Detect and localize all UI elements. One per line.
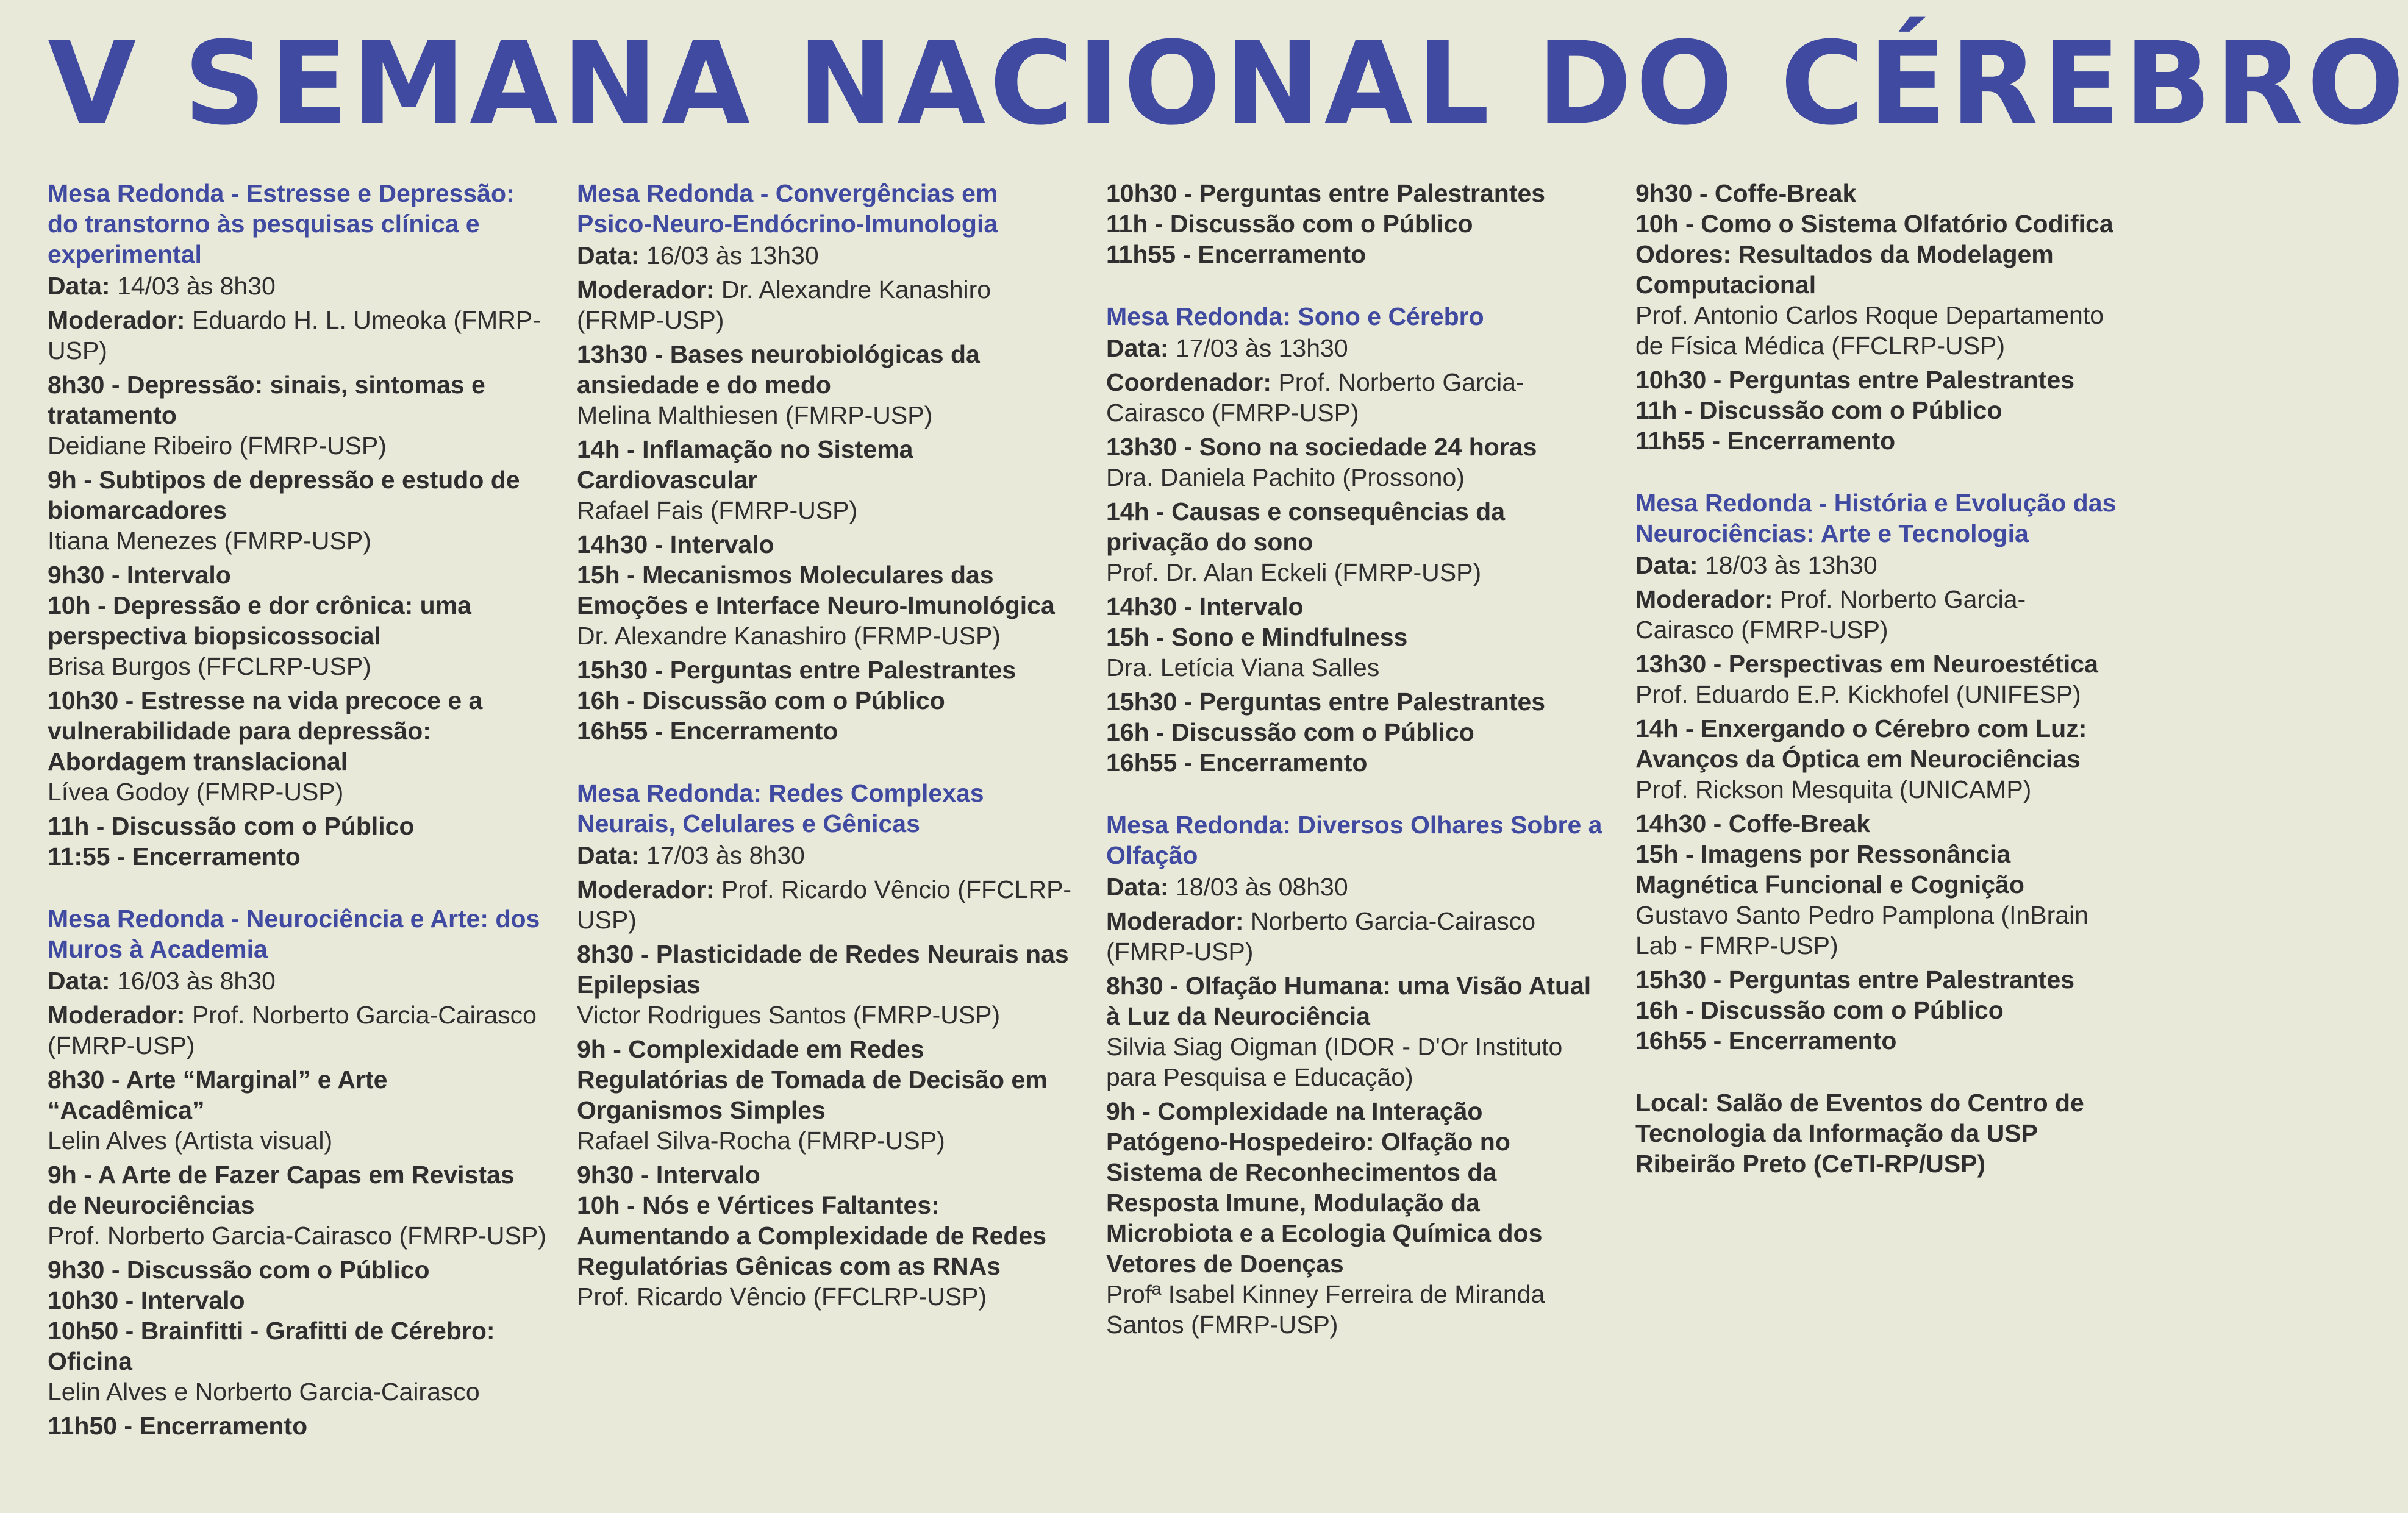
schedule-item: 16h - Discussão com o Público xyxy=(1635,996,2004,1024)
session-info-line xyxy=(577,840,1077,870)
schedule-item: 9h30 - Intervalo xyxy=(577,1161,760,1189)
session-info-line xyxy=(1106,333,1606,363)
session-title: Mesa Redonda - História e Evolução das Neurociências: Arte e Tecnologia xyxy=(1635,489,2117,547)
info-label: Moderador: xyxy=(577,875,715,903)
schedule-item: 10h30 - Perguntas entre Palestrantes xyxy=(1106,179,1546,207)
schedule-item: 9h30 - Coffe-Break xyxy=(1635,179,1857,207)
info-value: Prof. Norberto Garcia-Cairasco (FMRP-USP) xyxy=(1635,585,2026,644)
schedule-item: 10h30 - Estresse na vida precoce e a vulnerabilidade para depressão: Abordagem translacional xyxy=(48,686,483,775)
schedule-item: 11h - Discussão com o Público xyxy=(48,812,415,840)
speaker-name: Dr. Alexandre Kanashiro (FRMP-USP) xyxy=(577,622,1001,650)
info-value: Eduardo H. L. Umeoka (FMRP-USP) xyxy=(48,306,541,365)
schedule-item: 8h30 - Depressão: sinais, sintomas e tratamento xyxy=(48,371,485,429)
info-label: Coordenador: xyxy=(1106,368,1272,396)
speaker-name: Brisa Burgos (FFCLRP-USP) xyxy=(48,652,371,680)
schedule-item: 16h - Discussão com o Público xyxy=(577,686,945,714)
speaker-name: Rafael Fais (FMRP-USP) xyxy=(577,496,858,524)
schedule-item: 15h30 - Perguntas entre Palestrantes xyxy=(1106,688,1546,716)
info-label: Data: xyxy=(577,841,640,869)
speaker-name: Profª Isabel Kinney Ferreira de Miranda Santos (FMRP-USP) xyxy=(1106,1280,1545,1339)
speaker-name: Itiana Menezes (FMRP-USP) xyxy=(48,527,371,555)
schedule-item: 15h30 - Perguntas entre Palestrantes xyxy=(577,656,1016,684)
info-value: Dr. Alexandre Kanashiro (FRMP-USP) xyxy=(577,276,991,334)
session-info-line xyxy=(1106,367,1606,428)
session-info-line xyxy=(48,966,548,996)
speaker-name: Melina Malthiesen (FMRP-USP) xyxy=(577,401,933,429)
speaker-name: Lelin Alves (Artista visual) xyxy=(48,1127,333,1155)
schedule-item: 13h30 - Sono na sociedade 24 horas xyxy=(1106,433,1537,461)
schedule-item: 11h50 - Encerramento xyxy=(48,1412,308,1440)
schedule-item: 15h - Sono e Mindfulness xyxy=(1106,623,1408,651)
speaker-name: Prof. Eduardo E.P. Kickhofel (UNIFESP) xyxy=(1635,680,2081,708)
schedule-item: 14h30 - Coffe-Break xyxy=(1635,810,1871,838)
session-block xyxy=(1635,488,2123,1056)
column-1 xyxy=(48,178,548,1441)
schedule-item: 14h - Causas e consequências da privação do sono xyxy=(1106,497,1505,556)
session-block xyxy=(577,178,1077,746)
session-title: Mesa Redonda: Sono e Cérebro xyxy=(1106,302,1484,330)
speaker-name: Victor Rodrigues Santos (FMRP-USP) xyxy=(577,1001,1001,1029)
info-label: Data: xyxy=(577,241,640,269)
schedule-item: 16h55 - Encerramento xyxy=(1635,1027,1897,1055)
session-info-line xyxy=(1635,584,2123,645)
schedule-item: 10h30 - Intervalo xyxy=(48,1286,245,1314)
session-info-line xyxy=(48,1000,548,1061)
session-info-line xyxy=(48,305,548,366)
session-info-line xyxy=(577,240,1077,271)
session-title: Mesa Redonda: Redes Complexas Neurais, Celulares e Gênicas xyxy=(577,779,984,838)
info-value: 16/03 às 8h30 xyxy=(116,967,276,995)
info-value: 14/03 às 8h30 xyxy=(116,272,276,300)
schedule-item: 8h30 - Plasticidade de Redes Neurais nas Epilepsias xyxy=(577,940,1069,999)
speaker-name: Prof. Antonio Carlos Roque Departamento de Física Médica (FFCLRP-USP) xyxy=(1635,301,2104,360)
schedule-item: 8h30 - Arte “Marginal” e Arte “Acadêmica” xyxy=(48,1066,388,1124)
info-label: Moderador: xyxy=(1106,907,1244,935)
schedule-item: 11h55 - Encerramento xyxy=(1635,427,1896,455)
speaker-name: Gustavo Santo Pedro Pamplona (InBrain Lab - FMRP-USP) xyxy=(1635,901,2088,959)
info-value: Norberto Garcia-Cairasco (FMRP-USP) xyxy=(1106,907,1536,966)
session-info-line xyxy=(577,274,1077,335)
schedule-item: 10h30 - Perguntas entre Palestrantes xyxy=(1635,366,2075,394)
column-4 xyxy=(1635,178,2123,1179)
info-value: Prof. Norberto Garcia-Cairasco (FMRP-USP) xyxy=(1106,368,1524,427)
session-block xyxy=(577,778,1077,1312)
schedule-item: 13h30 - Perspectivas em Neuroestética xyxy=(1635,650,2098,678)
schedule-item: 14h30 - Intervalo xyxy=(577,530,774,558)
speaker-name: Dra. Daniela Pachito (Prossono) xyxy=(1106,463,1465,491)
speaker-name: Prof. Norberto Garcia-Cairasco (FMRP-USP) xyxy=(48,1222,546,1250)
speaker-name: Lelin Alves e Norberto Garcia-Cairasco xyxy=(48,1378,480,1406)
info-value: 18/03 às 08h30 xyxy=(1175,873,1348,901)
schedule-item: 14h - Enxergando o Cérebro com Luz: Avanços da Óptica em Neurociências xyxy=(1635,714,2087,773)
session-info-line xyxy=(1106,906,1606,967)
session-info-line xyxy=(577,874,1077,935)
schedule-item: 15h - Imagens por Ressonância Magnética Funcional e Cognição xyxy=(1635,840,2024,899)
speaker-name: Dra. Letícia Viana Salles xyxy=(1106,653,1380,682)
column-3 xyxy=(1106,178,1606,1344)
info-label: Data: xyxy=(1106,334,1169,362)
session-title: Mesa Redonda - Convergências em Psico-Neuro-Endócrino-Imunologia xyxy=(577,179,998,238)
session-block xyxy=(1106,301,1606,778)
speaker-name: Prof. Ricardo Vêncio (FFCLRP-USP) xyxy=(577,1283,987,1311)
session-title: Mesa Redonda - Neurociência e Arte: dos Muros à Academia xyxy=(48,905,540,963)
schedule-item: 9h - Complexidade em Redes Regulatórias de Tomada de Decisão em Organismos Simples xyxy=(577,1035,1048,1124)
speaker-name: Rafael Silva-Rocha (FMRP-USP) xyxy=(577,1127,945,1155)
info-label: Moderador: xyxy=(577,276,715,304)
speaker-name: Lívea Godoy (FMRP-USP) xyxy=(48,778,344,806)
schedule-item: 16h - Discussão com o Público xyxy=(1106,718,1474,746)
session-block xyxy=(1106,810,1606,1340)
info-label: Data: xyxy=(48,272,110,300)
schedule-item: 11h55 - Encerramento xyxy=(1106,240,1367,268)
schedule-item: 10h - Como o Sistema Olfatório Codifica Odores: Resultados da Modelagem Computacional xyxy=(1635,210,2113,299)
info-label: Moderador: xyxy=(48,1001,185,1029)
speaker-name: Prof. Rickson Mesquita (UNICAMP) xyxy=(1635,775,2032,803)
column-2 xyxy=(577,178,1077,1315)
info-value: 18/03 às 13h30 xyxy=(1704,551,1877,579)
schedule-item: 8h30 - Olfação Humana: uma Visão Atual à Luz da Neurociência xyxy=(1106,972,1592,1030)
schedule-item: 16h55 - Encerramento xyxy=(577,717,838,745)
info-label: Data: xyxy=(48,967,110,995)
session-title: Mesa Redonda - Estresse e Depressão: do transtorno às pesquisas clínica e experimental xyxy=(48,179,515,268)
info-label: Moderador: xyxy=(48,306,185,334)
session-info-line xyxy=(1635,550,2123,580)
schedule-item: 15h30 - Perguntas entre Palestrantes xyxy=(1635,966,2075,994)
info-value: Prof. Norberto Garcia-Cairasco (FMRP-USP) xyxy=(48,1001,537,1059)
schedule-item: 10h - Nós e Vértices Faltantes: Aumentando a Complexidade de Redes Regulatórias Gênicas com as RNAs xyxy=(577,1191,1047,1280)
schedule-item: 11h - Discussão com o Público xyxy=(1106,210,1473,238)
schedule-item: 9h30 - Discussão com o Público xyxy=(48,1256,430,1284)
info-value: Prof. Ricardo Vêncio (FFCLRP-USP) xyxy=(577,875,1072,934)
session-block xyxy=(1106,178,1606,269)
session-title: Mesa Redonda: Diversos Olhares Sobre a Olfação xyxy=(1106,811,1602,869)
poster-title: V SEMANA NACIONAL DO CÉREBRO xyxy=(48,17,2408,151)
schedule-item: 11h - Discussão com o Público xyxy=(1635,396,2002,424)
schedule-item: 10h50 - Brainfitti - Grafitti de Cérebro: Oficina xyxy=(48,1317,495,1375)
schedule-item: 10h - Depressão e dor crônica: uma perspectiva biopsicossocial xyxy=(48,591,471,650)
info-label: Data: xyxy=(1106,873,1169,901)
speaker-name: Deidiane Ribeiro (FMRP-USP) xyxy=(48,432,387,460)
speaker-name: Silvia Siag Oigman (IDOR - D'Or Instituto para Pesquisa e Educação) xyxy=(1106,1033,1563,1091)
info-label: Moderador: xyxy=(1635,585,1773,613)
info-value: 17/03 às 13h30 xyxy=(1175,334,1348,362)
info-label: Data: xyxy=(1635,551,1698,579)
schedule-item: 9h - Subtipos de depressão e estudo de biomarcadores xyxy=(48,466,520,524)
session-info-line xyxy=(1106,872,1606,902)
speaker-name: Prof. Dr. Alan Eckeli (FMRP-USP) xyxy=(1106,558,1482,586)
session-info-line xyxy=(48,271,548,301)
schedule-item: 11:55 - Encerramento xyxy=(48,842,301,870)
info-value: 17/03 às 8h30 xyxy=(646,841,805,869)
session-block xyxy=(1635,178,2123,456)
schedule-item: 9h30 - Intervalo xyxy=(48,561,231,589)
session-block xyxy=(48,178,548,872)
session-block xyxy=(48,903,548,1441)
event-location: Local: Salão de Eventos do Centro de Tecnologia da Informação da USP Ribeirão Preto (CeTI-RP/USP) xyxy=(1635,1089,2084,1178)
schedule-item: 14h - Inflamação no Sistema Cardiovascular xyxy=(577,435,913,494)
schedule-item: 14h30 - Intervalo xyxy=(1106,593,1304,621)
schedule-item: 9h - Complexidade na Interação Patógeno-Hospedeiro: Olfação no Sistema de Reconhecimentos da Resposta Imune, Modulação da Microbiota e a Ecologia Química dos Vetores de Doenças xyxy=(1106,1097,1543,1278)
info-value: 16/03 às 13h30 xyxy=(646,241,819,269)
schedule-item: 16h55 - Encerramento xyxy=(1106,749,1368,777)
schedule-item: 15h - Mecanismos Moleculares das Emoções e Interface Neuro-Imunológica xyxy=(577,561,1055,619)
schedule-item: 9h - A Arte de Fazer Capas em Revistas de Neurociências xyxy=(48,1161,515,1219)
schedule-item: 13h30 - Bases neurobiológicas da ansiedade e do medo xyxy=(577,340,980,399)
